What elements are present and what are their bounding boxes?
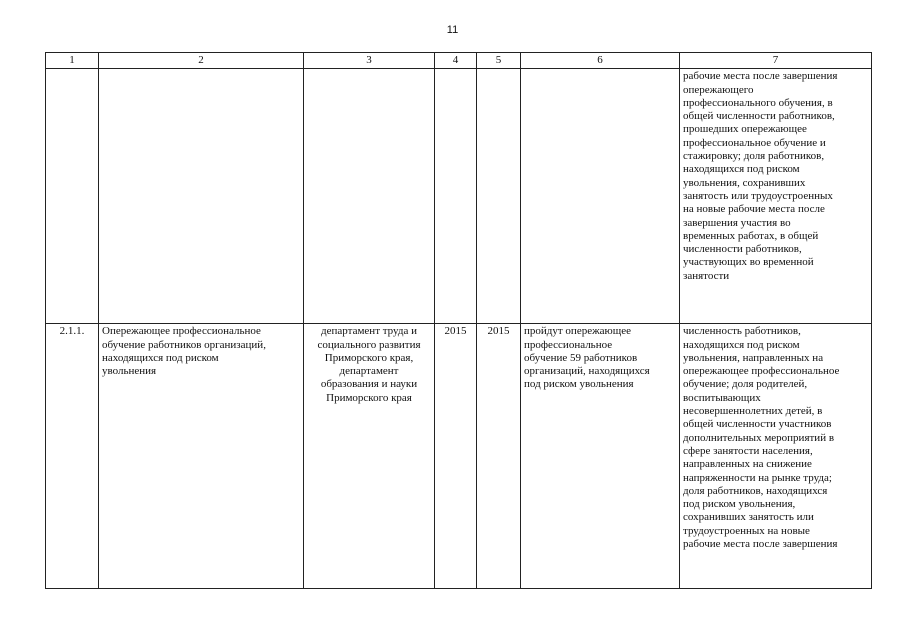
column-header-6: 6 — [521, 53, 680, 69]
cell-indicators: рабочие места после завершения опережающего профессионального обучения, в общей численности работников, прошедших опережающее профессиональное обучение и стажировку; доля работников, находящихся под риском увольнения, сохранивших занятость или трудоустроенных на новые рабочие места после завершения участия во временных работах, в общей численности работников, участвующих во временной занятости — [680, 69, 872, 324]
cell-number — [46, 69, 99, 324]
table-row-2-1-1 — [46, 324, 872, 589]
table-row-continued — [46, 69, 872, 324]
cell-activity — [99, 69, 304, 324]
column-header-7: 7 — [680, 53, 872, 69]
document-table — [45, 52, 872, 589]
column-header-1: 1 — [46, 53, 99, 69]
column-header-4: 4 — [435, 53, 477, 69]
cell-start-year: 2015 — [435, 324, 477, 589]
cell-expected-result: пройдут опережающее профессиональное обучение 59 работников организаций, находящихся под риском увольнения — [521, 324, 680, 589]
page-number: 11 — [446, 24, 459, 36]
cell-start-year — [435, 69, 477, 324]
cell-number: 2.1.1. — [46, 324, 99, 589]
cell-expected-result — [521, 69, 680, 324]
cell-end-year — [477, 69, 521, 324]
cell-executor: департамент труда и социального развития Приморского края, департамент образования и науки Приморского края — [304, 324, 435, 589]
cell-end-year: 2015 — [477, 324, 521, 589]
cell-executor — [304, 69, 435, 324]
cell-indicators: численность работников, находящихся под риском увольнения, направленных на опережающее профессиональное обучение; доля родителей, воспитывающих несовершеннолетних детей, в общей численности участников дополнительных мероприятий в сфере занятости населения, направленных на снижение напряженности на рынке труда; доля работников, находящихся под риском увольнения, сохранивших занятость или трудоустроенных на новые рабочие места после завершения — [680, 324, 872, 589]
cell-activity: Опережающее профессиональное обучение работников организаций, находящихся под риском увольнения — [99, 324, 304, 589]
column-header-3: 3 — [304, 53, 435, 69]
header-row — [46, 53, 872, 69]
column-header-5: 5 — [477, 53, 521, 69]
column-header-2: 2 — [99, 53, 304, 69]
